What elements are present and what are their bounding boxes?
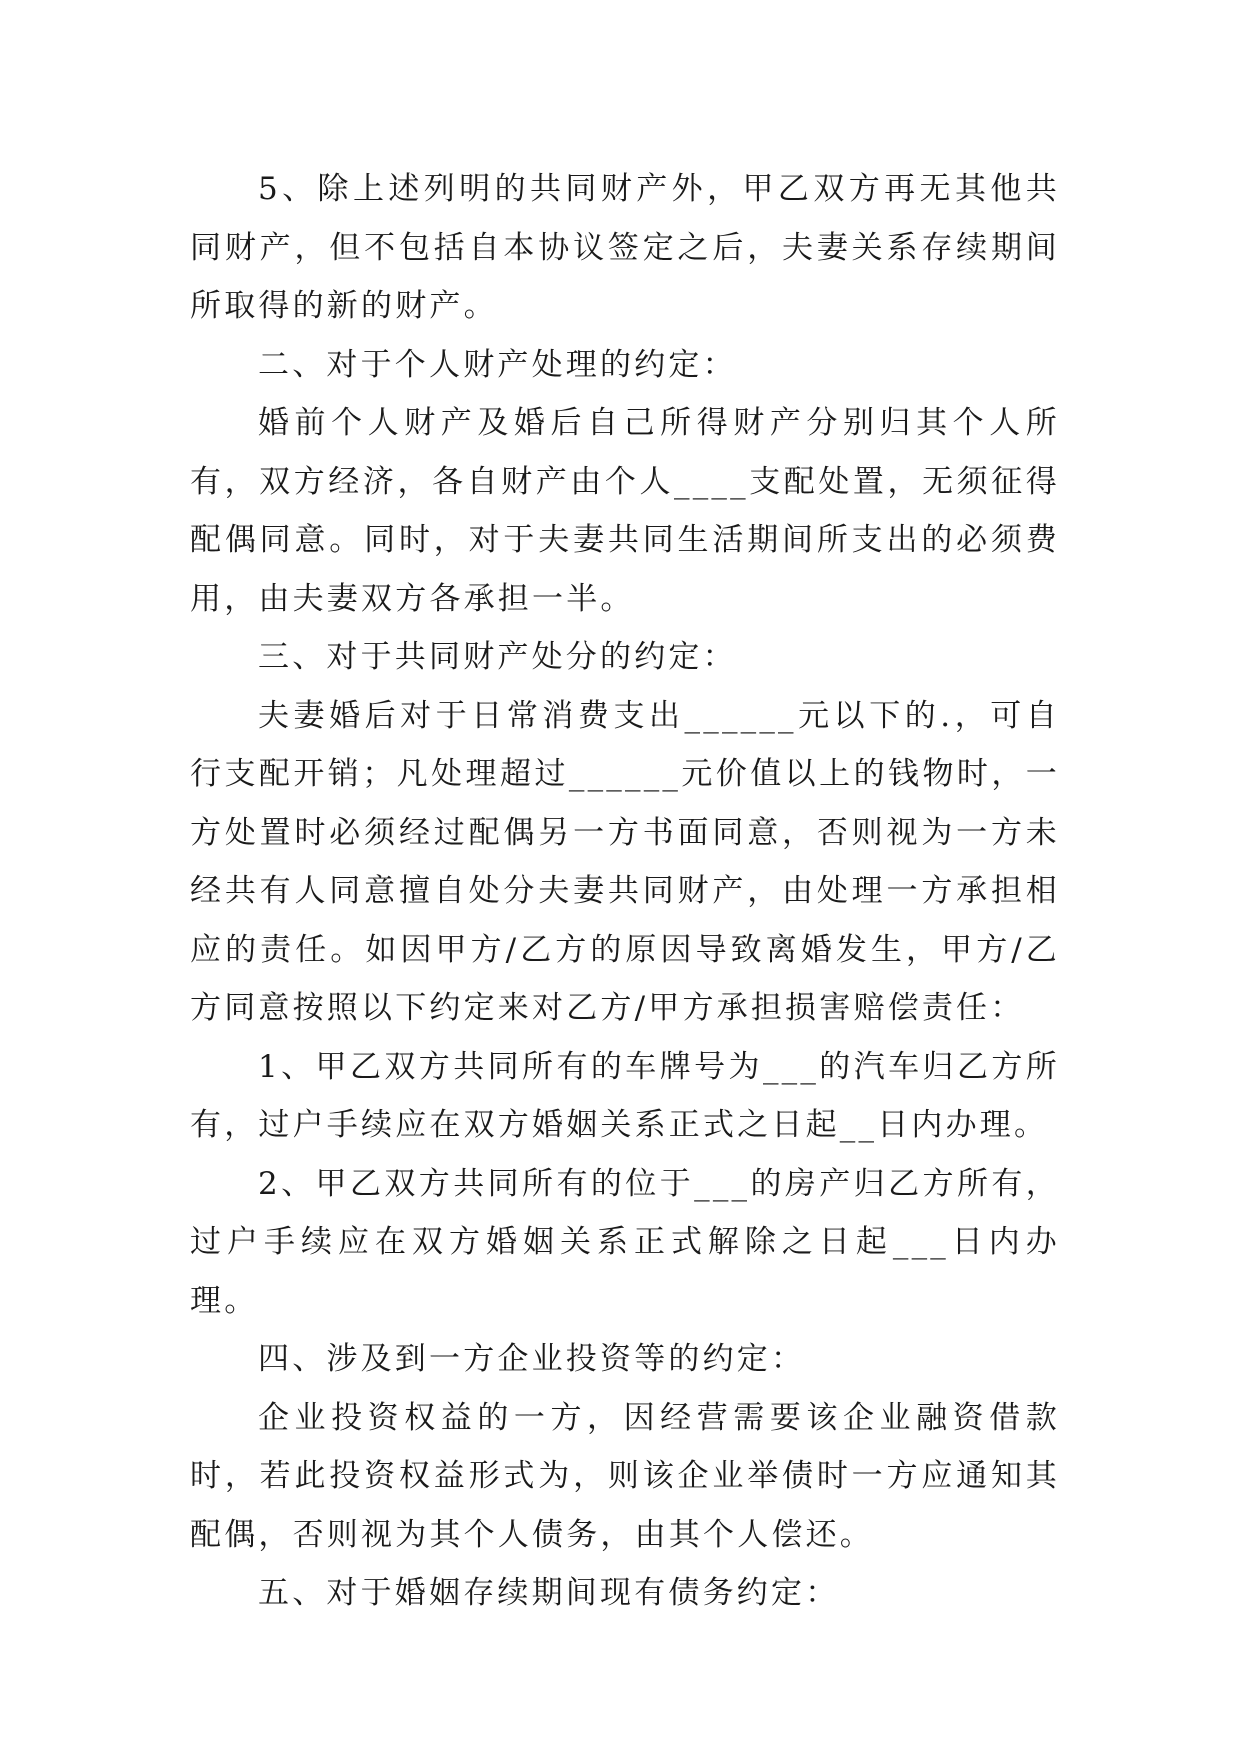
paragraph-3: 夫妻婚后对于日常消费支出______元以下的.，可自行支配开销；凡处理超过______元价值以上的钱物时，一方处置时必须经过配偶另一方书面同意，否则视为一方未经共有人同意擅自处分夫妻共同财产，由处理一方承担相应的责任。如因甲方/乙方的原因导致离婚发生，甲方/乙方同意按照以下约定来对乙方/甲方承担损害赔偿责任： <box>190 697 1060 1026</box>
section-heading-3: 三、对于共同财产处分的约定： <box>258 639 737 675</box>
paragraph-1: 5、除上述列明的共同财产外，甲乙双方再无其他共同财产，但不包括自本协议签定之后，夫妻关系存续期间所取得的新的财产。 <box>190 171 1060 324</box>
document-body <box>190 160 1060 1623</box>
section-heading-4: 四、涉及到一方企业投资等的约定： <box>258 1341 806 1377</box>
section-heading-5: 五、对于婚姻存续期间现有债务约定： <box>258 1575 840 1611</box>
paragraph-4: 企业投资权益的一方，因经营需要该企业融资借款时，若此投资权益形式为，则该企业举债时一方应通知其配偶，否则视为其个人债务，由其个人偿还。 <box>190 1399 1060 1553</box>
paragraph-2: 婚前个人财产及婚后自己所得财产分别归其个人所有，双方经济，各自财产由个人____支配处置，无须征得配偶同意。同时，对于夫妻共同生活期间所支出的必须费用，由夫妻双方各承担一半。 <box>190 405 1060 617</box>
clause-car: 1、甲乙双方共同所有的车牌号为___的汽车归乙方所有，过户手续应在双方婚姻关系正式之日起__日内办理。 <box>190 1048 1060 1143</box>
clause-house: 2、甲乙双方共同所有的位于___的房产归乙方所有，过户手续应在双方婚姻关系正式解除之日起___日内办理。 <box>190 1165 1060 1319</box>
section-heading-2: 二、对于个人财产处理的约定： <box>258 346 737 383</box>
